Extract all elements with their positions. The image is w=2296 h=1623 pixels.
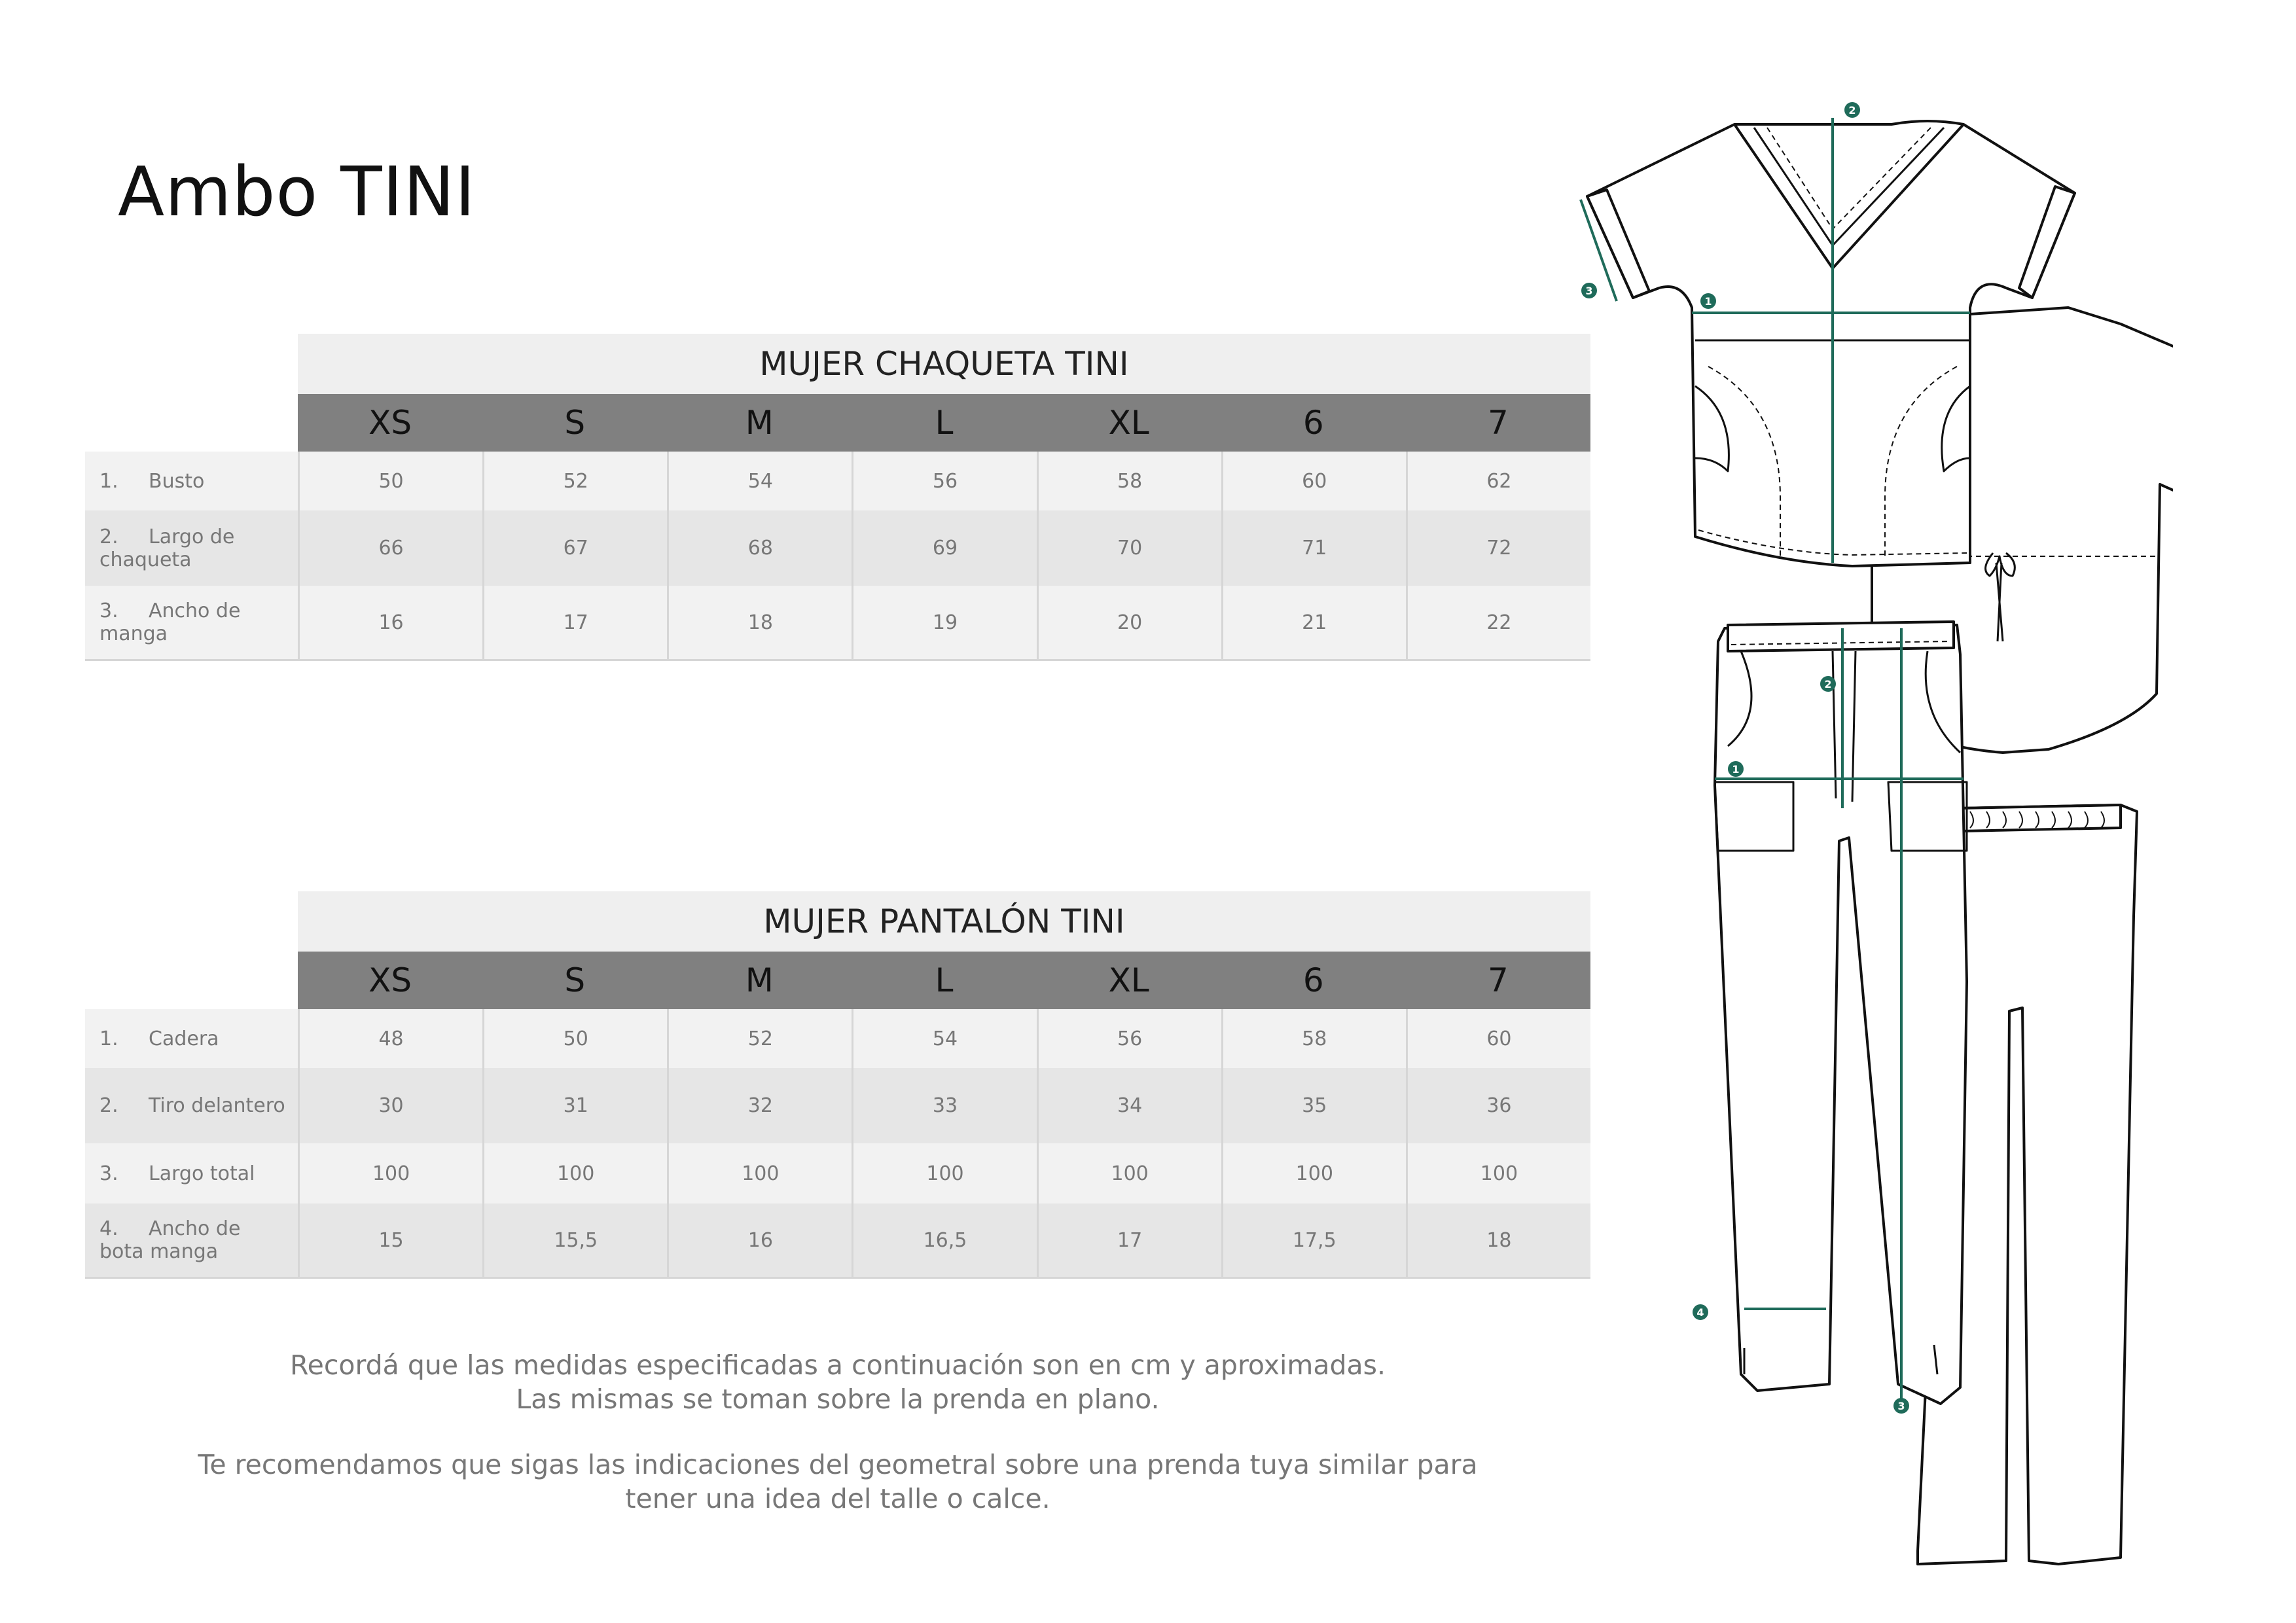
table-cell: 58 xyxy=(1221,1009,1406,1068)
size-header: L xyxy=(935,961,954,999)
size-header: M xyxy=(745,961,774,999)
table-cell: 16 xyxy=(667,1204,852,1277)
marker-pants-1-label: 1 xyxy=(1732,763,1740,776)
table-cell: 34 xyxy=(1037,1068,1221,1143)
marker-pants-2-label: 2 xyxy=(1824,678,1832,690)
table-cell: 18 xyxy=(1406,1204,1590,1277)
jacket-size-header xyxy=(298,394,1590,452)
front-pants-outline xyxy=(1715,625,1967,1404)
marker-jacket-1-label: 1 xyxy=(1704,295,1712,308)
table-row xyxy=(85,1204,1590,1277)
table-row xyxy=(85,510,1590,586)
marker-jacket-2-label: 2 xyxy=(1848,104,1856,116)
size-header: S xyxy=(564,404,586,442)
note-line: Recordá que las medidas especificadas a continuación son en cm y aproximadas. xyxy=(290,1349,1386,1381)
table-cell: 31 xyxy=(482,1068,667,1143)
table-cell: 70 xyxy=(1037,510,1221,586)
table-cell: 54 xyxy=(852,1009,1036,1068)
note-line: Las mismas se toman sobre la prenda en plano. xyxy=(516,1383,1160,1415)
size-header: 7 xyxy=(1488,961,1509,999)
table-cell: 50 xyxy=(482,1009,667,1068)
table-cell: 100 xyxy=(1406,1143,1590,1204)
table-cell: 100 xyxy=(1037,1143,1221,1204)
garment-technical-drawing xyxy=(1558,92,2173,1584)
jacket-table-body xyxy=(85,452,1590,661)
back-pants-waistband xyxy=(1960,805,2121,831)
table-cell: 100 xyxy=(667,1143,852,1204)
table-cell: 35 xyxy=(1221,1068,1406,1143)
table-cell: 66 xyxy=(298,510,482,586)
table-cell: 67 xyxy=(482,510,667,586)
table-cell: 56 xyxy=(1037,1009,1221,1068)
row-label: 1. Cadera xyxy=(99,1027,219,1050)
size-header: 6 xyxy=(1302,961,1324,999)
size-header: L xyxy=(935,404,954,442)
table-cell: 21 xyxy=(1221,586,1406,659)
table-cell: 56 xyxy=(852,452,1036,510)
size-header: XS xyxy=(368,404,412,442)
table-cell: 71 xyxy=(1221,510,1406,586)
table-row xyxy=(85,452,1590,510)
table-cell: 19 xyxy=(852,586,1036,659)
pants-table-caption: MUJER PANTALÓN TINI xyxy=(298,891,1590,952)
table-cell: 69 xyxy=(852,510,1036,586)
table-cell: 17 xyxy=(482,586,667,659)
page-title: Ambo TINI xyxy=(118,152,476,232)
marker-jacket-3-label: 3 xyxy=(1585,285,1593,297)
table-row xyxy=(85,1009,1590,1068)
table-cell: 18 xyxy=(667,586,852,659)
table-cell: 17 xyxy=(1037,1204,1221,1277)
size-header: XL xyxy=(1108,961,1149,999)
table-row xyxy=(85,586,1590,659)
marker-pants-3-label: 3 xyxy=(1897,1400,1905,1412)
recommendation-note xyxy=(79,1448,1597,1516)
size-header: S xyxy=(564,961,586,999)
row-label: 3. Ancho de manga xyxy=(99,599,241,645)
table-cell: 60 xyxy=(1221,452,1406,510)
table-cell: 100 xyxy=(1221,1143,1406,1204)
size-header: XS xyxy=(368,961,412,999)
table-cell: 36 xyxy=(1406,1068,1590,1143)
row-label: 3. Largo total xyxy=(99,1162,255,1185)
size-header: 7 xyxy=(1488,404,1509,442)
table-cell: 16 xyxy=(298,586,482,659)
row-label: 2. Tiro delantero xyxy=(99,1094,285,1117)
table-cell: 62 xyxy=(1406,452,1590,510)
table-cell: 48 xyxy=(298,1009,482,1068)
pants-table-body xyxy=(85,1009,1590,1279)
table-cell: 15,5 xyxy=(482,1204,667,1277)
table-cell: 72 xyxy=(1406,510,1590,586)
table-cell: 15 xyxy=(298,1204,482,1277)
pants-size-header xyxy=(298,952,1590,1009)
table-cell: 54 xyxy=(667,452,852,510)
note-line: tener una idea del talle o calce. xyxy=(625,1483,1050,1514)
table-cell: 30 xyxy=(298,1068,482,1143)
table-cell: 33 xyxy=(852,1068,1036,1143)
size-header: M xyxy=(745,404,774,442)
table-row xyxy=(85,1068,1590,1143)
table-cell: 100 xyxy=(298,1143,482,1204)
jacket-table-caption: MUJER CHAQUETA TINI xyxy=(298,334,1590,394)
table-cell: 52 xyxy=(482,452,667,510)
size-header: 6 xyxy=(1302,404,1324,442)
table-cell: 32 xyxy=(667,1068,852,1143)
size-header: XL xyxy=(1108,404,1149,442)
table-cell: 20 xyxy=(1037,586,1221,659)
table-cell: 17,5 xyxy=(1221,1204,1406,1277)
table-cell: 60 xyxy=(1406,1009,1590,1068)
marker-pants-4-label: 4 xyxy=(1696,1306,1704,1319)
table-cell: 16,5 xyxy=(852,1204,1036,1277)
row-label: 2. Largo de chaqueta xyxy=(99,525,235,571)
table-cell: 58 xyxy=(1037,452,1221,510)
table-cell: 68 xyxy=(667,510,852,586)
front-pants-waistband xyxy=(1728,622,1954,651)
note-line: Te recomendamos que sigas las indicaciones del geometral sobre una prenda tuya similar para xyxy=(198,1449,1478,1480)
measurement-note xyxy=(79,1348,1597,1416)
row-label: 4. Ancho de bota manga xyxy=(99,1217,241,1263)
table-cell: 52 xyxy=(667,1009,852,1068)
row-label: 1. Busto xyxy=(99,469,205,493)
table-cell: 50 xyxy=(298,452,482,510)
table-cell: 100 xyxy=(852,1143,1036,1204)
table-cell: 100 xyxy=(482,1143,667,1204)
table-row xyxy=(85,1143,1590,1204)
table-cell: 22 xyxy=(1406,586,1590,659)
